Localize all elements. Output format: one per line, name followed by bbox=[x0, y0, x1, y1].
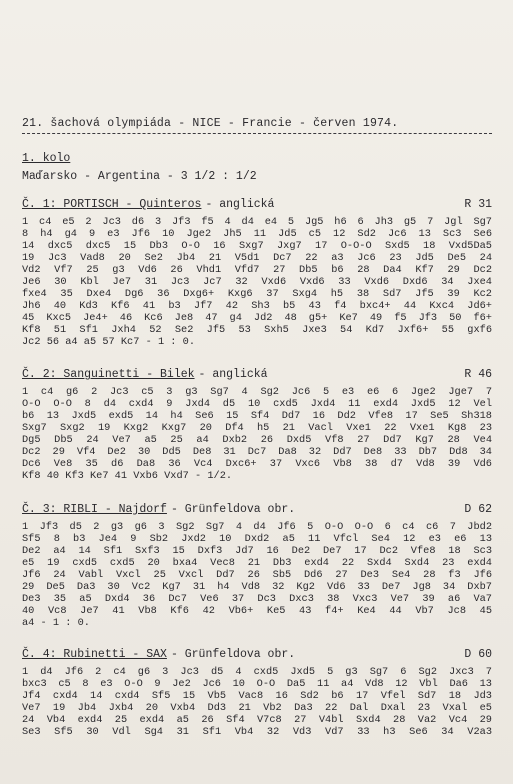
eco-code: D 62 bbox=[464, 503, 492, 516]
move-line: 14 dxc5 dxc5 15 Db3 O-O 16 Sxg7 Jxg7 17 O-O-O Sxd5 18 Vxd5Da5 bbox=[22, 240, 492, 252]
game-3 bbox=[22, 503, 492, 629]
move-line: 40 Vc8 Je7 41 Vb8 Kf6 42 Vb6+ Ke5 43 f4+ Ke4 44 Vb7 Jc8 45 bbox=[22, 605, 492, 617]
match-result: Maďarsko - Argentina - 3 1/2 : 1/2 bbox=[22, 170, 257, 183]
game-4 bbox=[22, 648, 492, 738]
game-1 bbox=[22, 198, 492, 348]
move-list bbox=[22, 666, 492, 738]
move-line: Ve7 19 Jb4 Jxb4 20 Vxb4 Dd3 21 Vb2 Da3 22 Dal Dxal 23 Vxal e5 bbox=[22, 702, 492, 714]
move-line: 24 Vb4 exd4 25 exd4 a5 26 Sf4 V7c8 27 V4bl Sxd4 28 Va2 Vc4 29 bbox=[22, 714, 492, 726]
round-heading: 1. kolo bbox=[22, 152, 71, 165]
move-line: Kf8 40 Kf3 Ke7 41 Vxb6 Vxd7 - 1/2. bbox=[22, 470, 233, 482]
game-header bbox=[22, 198, 492, 213]
game-opening: - Grünfeldova obr. bbox=[170, 648, 296, 661]
move-list bbox=[22, 216, 492, 348]
eco-code: R 31 bbox=[464, 198, 492, 211]
move-line: Sxg7 Sxg2 19 Kxg2 Kxg7 20 Df4 h5 21 Vacl Vxe1 22 Vxe1 Kg8 23 bbox=[22, 422, 492, 434]
move-line: b6 13 Jxd5 exd5 14 h4 Se6 15 Sf4 Dd7 16 Dd2 Vfe8 17 Se5 Sh318 bbox=[22, 410, 492, 422]
dashed-divider bbox=[22, 133, 492, 134]
eco-code: R 46 bbox=[464, 368, 492, 381]
move-line: De2 a4 14 Sf1 Sxf3 15 Dxf3 Jd7 16 De2 De7 17 Dc2 Vfe8 18 Sc3 bbox=[22, 545, 492, 557]
move-line: fxe4 35 Dxe4 Dg6 36 Dxg6+ Kxg6 37 Sxg4 h5 38 Sd7 Jf5 39 Kc2 bbox=[22, 288, 492, 300]
game-opening: - Grünfeldova obr. bbox=[170, 503, 296, 516]
game-title: Č. 4: Rubinetti - SAX bbox=[22, 648, 167, 661]
move-line: Jf6 24 Vabl Vxcl 25 Vxcl Dd7 26 Sb5 Dd6 27 De3 Se4 28 f3 Jf6 bbox=[22, 569, 492, 581]
game-title: Č. 1: PORTISCH - Quinteros bbox=[22, 198, 202, 211]
game-header bbox=[22, 368, 492, 383]
move-line: a4 - 1 : 0. bbox=[22, 617, 90, 629]
move-line: 1 Jf3 d5 2 g3 g6 3 Sg2 Sg7 4 d4 Jf6 5 O-O O-O 6 c4 c6 7 Jbd2 bbox=[22, 521, 492, 533]
move-line: Sf5 8 b3 Je4 9 Sb2 Jxd2 10 Dxd2 a5 11 Vfcl Se4 12 e3 e6 13 bbox=[22, 533, 492, 545]
move-list bbox=[22, 386, 492, 482]
game-title: Č. 2: Sanguinetti - Bilek bbox=[22, 368, 195, 381]
game-header bbox=[22, 648, 492, 663]
move-list bbox=[22, 521, 492, 629]
move-line: 29 De5 Da3 30 Vc2 Kg7 31 h4 Vd8 32 Kg2 Vd6 33 De7 Jg8 34 Dxb7 bbox=[22, 581, 492, 593]
game-title: Č. 3: RIBLI - Najdorf bbox=[22, 503, 167, 516]
move-line: Dc6 Ve8 35 d6 Da8 36 Vc4 Dxc6+ 37 Vxc6 Vb8 38 d7 Vd8 39 Vd6 bbox=[22, 458, 492, 470]
game-opening: - anglická bbox=[205, 198, 275, 211]
move-line: Se3 Sf5 30 Vdl Sg4 31 Sf1 Vb4 32 Vd3 Vd7 33 h3 Se6 34 V2a3 bbox=[22, 726, 492, 738]
move-line: Dg5 Db5 24 Ve7 a5 25 a4 Dxb2 26 Dxd5 Vf8 27 Dd7 Kg7 28 Ve4 bbox=[22, 434, 492, 446]
move-line: bxc3 c5 8 e3 O-O 9 Je2 Jc6 10 O-O Da5 11 a4 Vd8 12 Vbl Da6 13 bbox=[22, 678, 492, 690]
move-line: 19 Jc3 Vad8 20 Se2 Jb4 21 V5d1 Dc7 22 a3 Jc6 23 Jd5 De5 24 bbox=[22, 252, 492, 264]
move-line: 1 c4 g6 2 Jc3 c5 3 g3 Sg7 4 Sg2 Jc6 5 e3 e6 6 Jge2 Jge7 7 bbox=[22, 386, 492, 398]
move-line: Jf4 cxd4 14 cxd4 Sf5 15 Vb5 Vac8 16 Sd2 b6 17 Vfel Sd7 18 Jd3 bbox=[22, 690, 492, 702]
move-line: 45 Kxc5 Je4+ 46 Kc6 Je8 47 g4 Jd2 48 g5+ Ke7 49 f5 Jf3 50 f6+ bbox=[22, 312, 492, 324]
move-line: 8 h4 g4 9 e3 Jf6 10 Jge2 Jh5 11 Jd5 c5 12 Sd2 Jc6 13 Sc3 Se6 bbox=[22, 228, 492, 240]
move-line: Dc2 29 Vf4 De2 30 Dd5 De8 31 Dc7 Da8 32 Dd7 De8 33 Db7 Dd8 34 bbox=[22, 446, 492, 458]
move-line: Jc2 56 a4 a5 57 Kc7 - 1 : 0. bbox=[22, 336, 196, 348]
move-line: O-O O-O 8 d4 cxd4 9 Jxd4 d5 10 cxd5 Jxd4 11 exd4 Jxd5 12 Vel bbox=[22, 398, 492, 410]
game-header bbox=[22, 503, 492, 518]
move-line: De3 35 a5 Dxd4 36 Dc7 Ve6 37 Dc3 Dxc3 38 Vxc3 Ve7 39 a6 Va7 bbox=[22, 593, 492, 605]
move-line: 1 c4 e5 2 Jc3 d6 3 Jf3 f5 4 d4 e4 5 Jg5 h6 6 Jh3 g5 7 Jgl Sg7 bbox=[22, 216, 492, 228]
move-line: Je6 30 Kbl Je7 31 Jc3 Jc7 32 Vxd6 Vxd6 33 Vxd6 Dxd6 34 Jxe4 bbox=[22, 276, 492, 288]
game-2 bbox=[22, 368, 492, 482]
document-title: 21. šachová olympiáda - NICE - Francie - červen 1974. bbox=[22, 117, 399, 130]
move-line: e5 19 cxd5 cxd5 20 bxa4 Vec8 21 Db3 exd4 22 Sxd4 Sxd4 23 exd4 bbox=[22, 557, 492, 569]
eco-code: D 60 bbox=[464, 648, 492, 661]
move-line: Jh6 40 Kd3 Kf6 41 b3 Jf7 42 Sh3 b5 43 f4 bxc4+ 44 Kxc4 Jd6+ bbox=[22, 300, 492, 312]
move-line: Kf8 51 Sf1 Jxh4 52 Se2 Jf5 53 Sxh5 Jxe3 54 Kd7 Jxf6+ 55 gxf6 bbox=[22, 324, 492, 336]
move-line: 1 d4 Jf6 2 c4 g6 3 Jc3 d5 4 cxd5 Jxd5 5 g3 Sg7 6 Sg2 Jxc3 7 bbox=[22, 666, 492, 678]
game-opening: - anglická bbox=[198, 368, 268, 381]
move-line: Vd2 Vf7 25 g3 Vd6 26 Vhd1 Vfd7 27 Db5 b6 28 Da4 Kf7 29 Dc2 bbox=[22, 264, 492, 276]
